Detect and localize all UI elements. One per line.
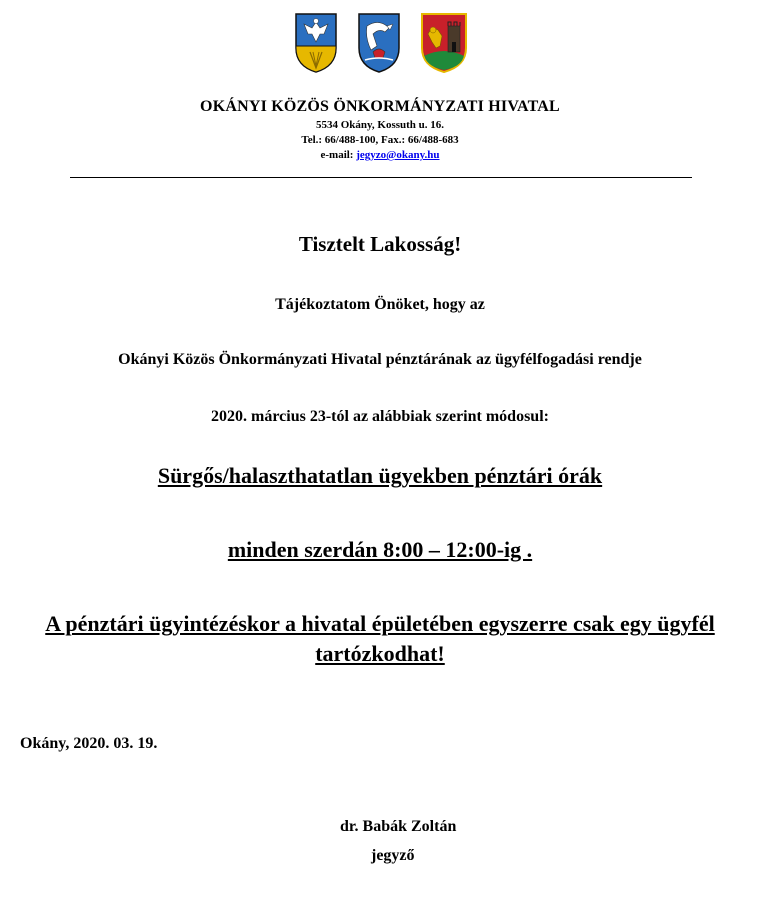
organization-name: OKÁNYI KÖZÖS ÖNKORMÁNYZATI HIVATAL <box>200 98 560 115</box>
cashier-hours-time: minden szerdán 8:00 – 12:00-ig . <box>227 537 533 562</box>
coat-of-arms-eagle-icon <box>294 12 338 74</box>
coat-of-arms-tower-icon <box>420 12 468 74</box>
single-client-notice-text: A pénztári ügyintézéskor a hivatal épületében egyszerre csak egy ügyfél tartózkodhat! <box>45 611 715 666</box>
notice-paragraph-2: Okányi Közös Önkormányzati Hivatal pénztárának az ügyfélfogadási rendje <box>118 351 642 368</box>
notice-paragraph-3: 2020. március 23-tól az alábbiak szerint módosul: <box>211 408 549 425</box>
signer-title: jegyző <box>371 847 415 864</box>
organization-address: 5534 Okány, Kossuth u. 16. <box>315 119 445 131</box>
notice-paragraph-1: Tájékoztatom Önöket, hogy az <box>275 296 485 313</box>
header-divider <box>70 177 692 178</box>
email-link[interactable]: jegyzo@okany.hu <box>356 149 440 161</box>
coat-of-arms-pelican-icon <box>357 12 401 74</box>
greeting-heading: Tisztelt Lakosság! <box>298 232 462 256</box>
signer-name: dr. Babák Zoltán <box>340 818 457 835</box>
email-label: e-mail: <box>320 149 357 161</box>
place-and-date: Okány, 2020. 03. 19. <box>20 735 158 752</box>
single-client-notice <box>0 609 760 669</box>
crest-row <box>0 12 760 76</box>
organization-phone: Tel.: 66/488-100, Fax.: 66/488-683 <box>301 134 459 146</box>
organization-email-line <box>0 149 760 161</box>
cashier-hours-heading: Sürgős/halaszthatatlan ügyekben pénztári órák <box>157 463 603 488</box>
